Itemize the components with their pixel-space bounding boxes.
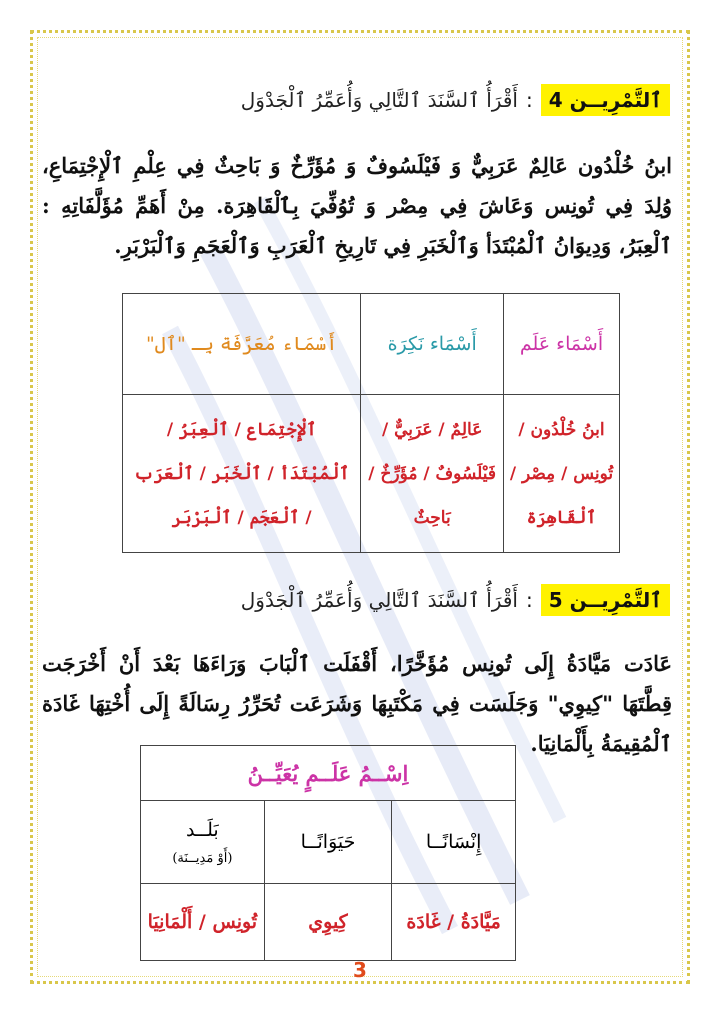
column-country — [141, 801, 265, 884]
exercise-4-separator: : — [525, 88, 533, 112]
exercise-5-instruction: أَقْرَأُ ٱلسَّنَدَ ٱلتَّالِي وَأُعَمِّرُ ٱلْجَدْوَل — [240, 588, 518, 612]
cell-line: ٱلْمُبْتَدَأ / ٱلْخَبَر / ٱلْعَرَب — [133, 463, 350, 484]
cell-line: تُونِس / مِصْر / — [509, 463, 614, 484]
cell-line: / ٱلْعَجَم / ٱلْبَرْبَر — [171, 507, 312, 528]
cell-line: بَاحِثٌ — [413, 507, 451, 528]
column-animal: حَيَوَانًــا — [264, 801, 392, 884]
exercise-5-header — [241, 584, 670, 616]
cell-line: ابنُ خُلْدُون / — [518, 419, 605, 440]
exercise-5-table — [140, 745, 516, 961]
cell-line: فَيْلَسُوفٌ / مُؤَرِّخٌ / — [368, 463, 496, 484]
cell-line: ٱلْإِجْتِمَاع / ٱلْعِبَرُ / — [166, 419, 317, 440]
exercise-4-header — [241, 84, 670, 116]
table-title: اِسْــمُ عَلَــمٍ يُعَيِّــنُ — [141, 746, 516, 801]
exercise-5-label: ٱلتَّمْرِيــن 5 — [541, 584, 670, 616]
cell-proper-nouns — [503, 395, 619, 553]
header-indefinite-nouns: أَسْمَاء نَكِرَة — [361, 294, 504, 395]
exercise-4-label: ٱلتَّمْرِيــن 4 — [541, 84, 670, 116]
column-country-note: (أَوْ مَدِيــنَة) — [172, 850, 233, 866]
cell-line: عَالِمٌ / عَرَبِيٌّ / — [381, 419, 483, 440]
exercise-5-text: عَادَت مَيَّادَةُ إِلَى تُونِس مُؤَخَّرًا، أَقْفَلَت ٱلْبَابَ وَرَاءَهَا بَعْدَ أَنْ أَخْرَجَت قِطَّتَهَا "كِيوِي" وَجَلَسَت فِي مَكْتَبِهَا وَشَرَعَت تُحَرِّرُ رِسَالَةً إِلَى أُخْتِهَا غَادَة ٱلْمُقِيمَةُ بِأَلْمَانِيَا. — [42, 651, 672, 756]
column-person: إِنْسَانًــا — [392, 801, 516, 884]
exercise-4-instruction: أَقْرَأُ ٱلسَّنَدَ ٱلتَّالِي وَأُعَمِّرُ ٱلْجَدْوَل — [240, 88, 518, 112]
exercise-4-table — [122, 293, 620, 553]
page-number: 3 — [353, 958, 367, 982]
cell-definite-nouns — [123, 395, 361, 553]
header-proper-nouns: أَسْمَاء عَلَم — [503, 294, 619, 395]
header-definite-nouns: أَسْمَاء مُعَرَّفَة بِـ "ٱل" — [123, 294, 361, 395]
exercise-5-separator: : — [525, 588, 533, 612]
cell-line: ٱلْقَاهِرَة — [526, 507, 597, 528]
column-country-label: بَلَــد — [186, 818, 219, 841]
answer-country: تُونِس / أَلْمَانِيَا — [141, 884, 265, 961]
answer-person: مَيَّادَةُ / غَادَة — [392, 884, 516, 961]
answer-animal: كِيوِي — [264, 884, 392, 961]
exercise-4-text: ابنُ خُلْدُون عَالِمٌ عَرَبِيٌّ وَ فَيْلَسُوفٌ وَ مُؤَرِّخٌ وَ بَاحِثٌ فِي عِلْمِ ٱلْإِجْتِمَاعِ، وُلِدَ فِي تُونِس وَعَاشَ فِي مِصْر وَ تُوُفِّيَ بِٱلْقَاهِرَة. مِنْ أَهَمِّ مُؤَلَّفَاتِهِ : ٱلْعِبَرُ، وَدِيوَانُ ٱلْمُبْتَدَأ وَٱلْخَبَرِ فِي تَارِيخِ ٱلْعَرَبِ وَٱلْعَجَمِ وَٱلْبَرْبَرِ. — [42, 153, 672, 258]
cell-indefinite-nouns — [361, 395, 504, 553]
